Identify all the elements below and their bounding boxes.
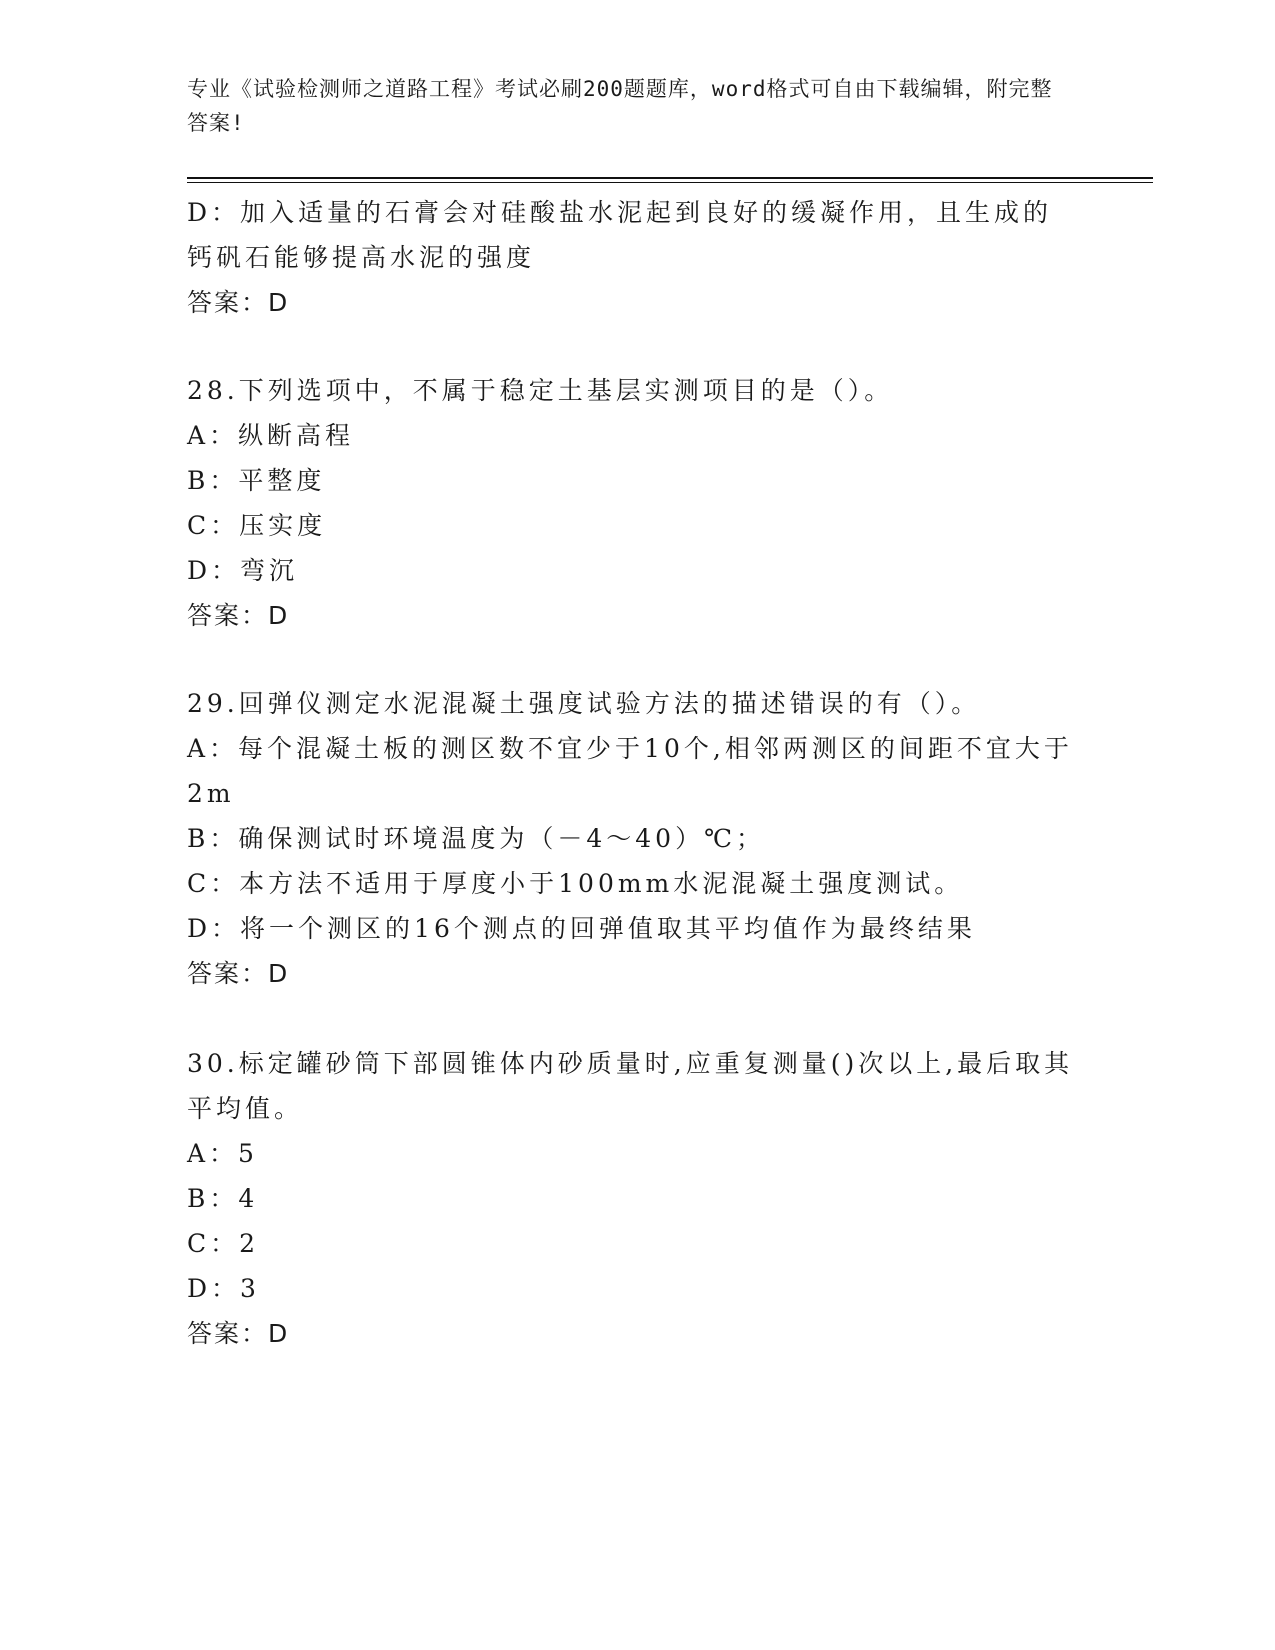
option-b: B：平整度 [187,466,326,495]
option-c: C：2 [187,1229,260,1258]
answer-label: 答案：D [187,1319,290,1348]
answer-label: 答案：D [187,288,290,317]
question-stem: 30.标定罐砂筒下部圆锥体内砂质量时,应重复测量()次以上,最后取其平均值。 [187,1049,1074,1123]
option-c: C：压实度 [187,511,327,540]
question-stem: 29.回弹仪测定水泥混凝土强度试验方法的描述错误的有（）。 [187,689,981,718]
option-b: B：确保测试时环境温度为（－4～40）℃； [187,824,766,853]
option-c: C：本方法不适用于厚度小于100mm水泥混凝土强度测试。 [187,869,964,898]
answer-label: 答案：D [187,601,290,630]
option-a: A：5 [187,1139,258,1168]
option-a: A：每个混凝土板的测区数不宜少于10个,相邻两测区的间距不宜大于2m [187,734,1073,808]
option-d: D：加入适量的石膏会对硅酸盐水泥起到良好的缓凝作用，且生成的钙矾石能够提高水泥的强度 [187,198,1053,272]
option-d: D：将一个测区的16个测点的回弹值取其平均值作为最终结果 [187,914,976,943]
header-rule-thick [187,177,1153,179]
header-rule-thin [187,182,1153,183]
option-a: A：纵断高程 [187,421,355,450]
answer-label: 答案：D [187,959,290,988]
question-stem: 28.下列选项中，不属于稳定土基层实测项目的是（）。 [187,376,894,405]
document-header: 专业《试验检测师之道路工程》考试必刷200题题库，word格式可自由下载编辑，附完整答案! [187,77,1053,135]
question-list [187,190,1077,1357]
option-d: D：弯沉 [187,556,299,585]
option-d: D：3 [187,1274,260,1303]
option-b: B：4 [187,1184,259,1213]
